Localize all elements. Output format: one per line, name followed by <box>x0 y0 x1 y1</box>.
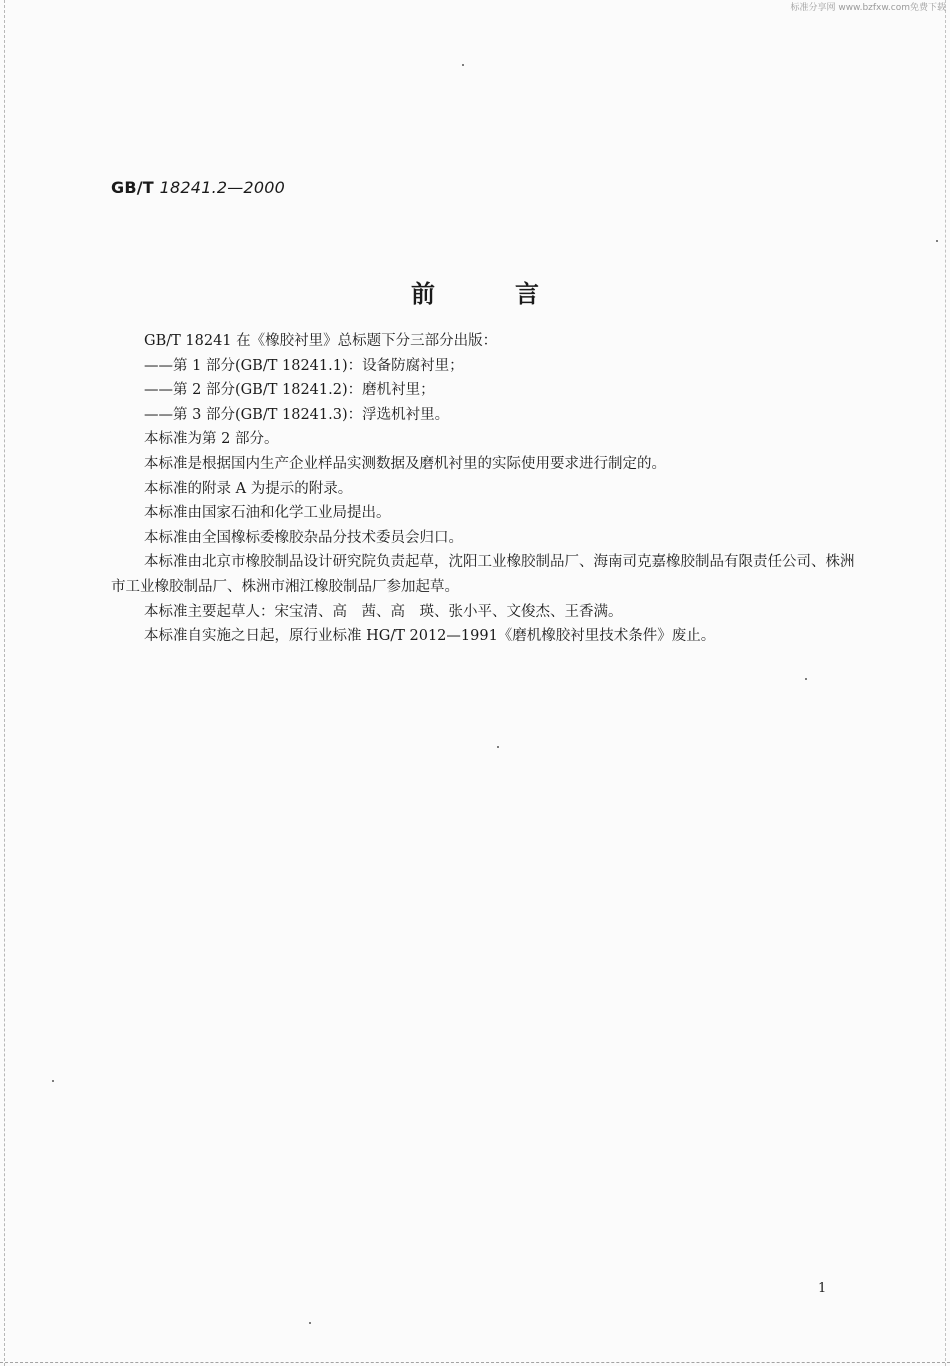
standard-code <box>111 178 285 197</box>
standard-code-number: 18241.2—2000 <box>159 178 285 197</box>
scan-edge-bottom <box>0 1362 950 1364</box>
paragraph: 本标准是根据国内生产企业样品实测数据及磨机衬里的实际使用要求进行制定的。 <box>144 455 666 472</box>
scan-speck <box>936 240 938 242</box>
paragraph: 本标准的附录 A 为提示的附录。 <box>144 480 353 497</box>
foreword-body <box>111 329 863 649</box>
scan-speck <box>805 678 807 680</box>
paragraph: 本标准为第 2 部分。 <box>144 431 279 448</box>
paragraph: 本标准由全国橡标委橡胶杂品分技术委员会归口。 <box>144 529 463 546</box>
scan-speck <box>462 64 464 66</box>
watermark-text: 标准分享网 www.bzfxw.com免费下载 <box>790 3 946 13</box>
scan-speck <box>52 1080 54 1082</box>
page-title: 前言 <box>411 280 619 308</box>
paragraph: 本标准由北京市橡胶制品设计研究院负责起草，沈阳工业橡胶制品厂、海南司克嘉橡胶制品有限责任公司、株洲市工业橡胶制品厂、株洲市湘江橡胶制品厂参加起草。 <box>111 554 855 595</box>
paragraph: ——第 2 部分(GB/T 18241.2)：磨机衬里； <box>144 382 435 399</box>
paragraph: GB/T 18241 在《橡胶衬里》总标题下分三部分出版： <box>144 333 498 349</box>
scan-edge-left <box>4 0 6 1366</box>
scan-edge-right <box>945 0 947 1366</box>
scan-speck <box>497 746 499 748</box>
paragraph: 本标准自实施之日起，原行业标准 HG/T 2012—1991《磨机橡胶衬里技术条件》废止。 <box>144 628 716 645</box>
paragraph: 本标准由国家石油和化学工业局提出。 <box>144 505 391 522</box>
paragraph: ——第 3 部分(GB/T 18241.3)：浮选机衬里。 <box>144 406 450 423</box>
scan-speck <box>309 1322 311 1324</box>
paragraph: ——第 1 部分(GB/T 18241.1)：设备防腐衬里； <box>144 357 464 374</box>
standard-code-prefix: GB/T <box>111 178 154 197</box>
paragraph: 本标准主要起草人：宋宝清、高 茜、高 瑛、张小平、文俊杰、王香满。 <box>144 603 623 620</box>
page-number: 1 <box>818 1281 827 1296</box>
